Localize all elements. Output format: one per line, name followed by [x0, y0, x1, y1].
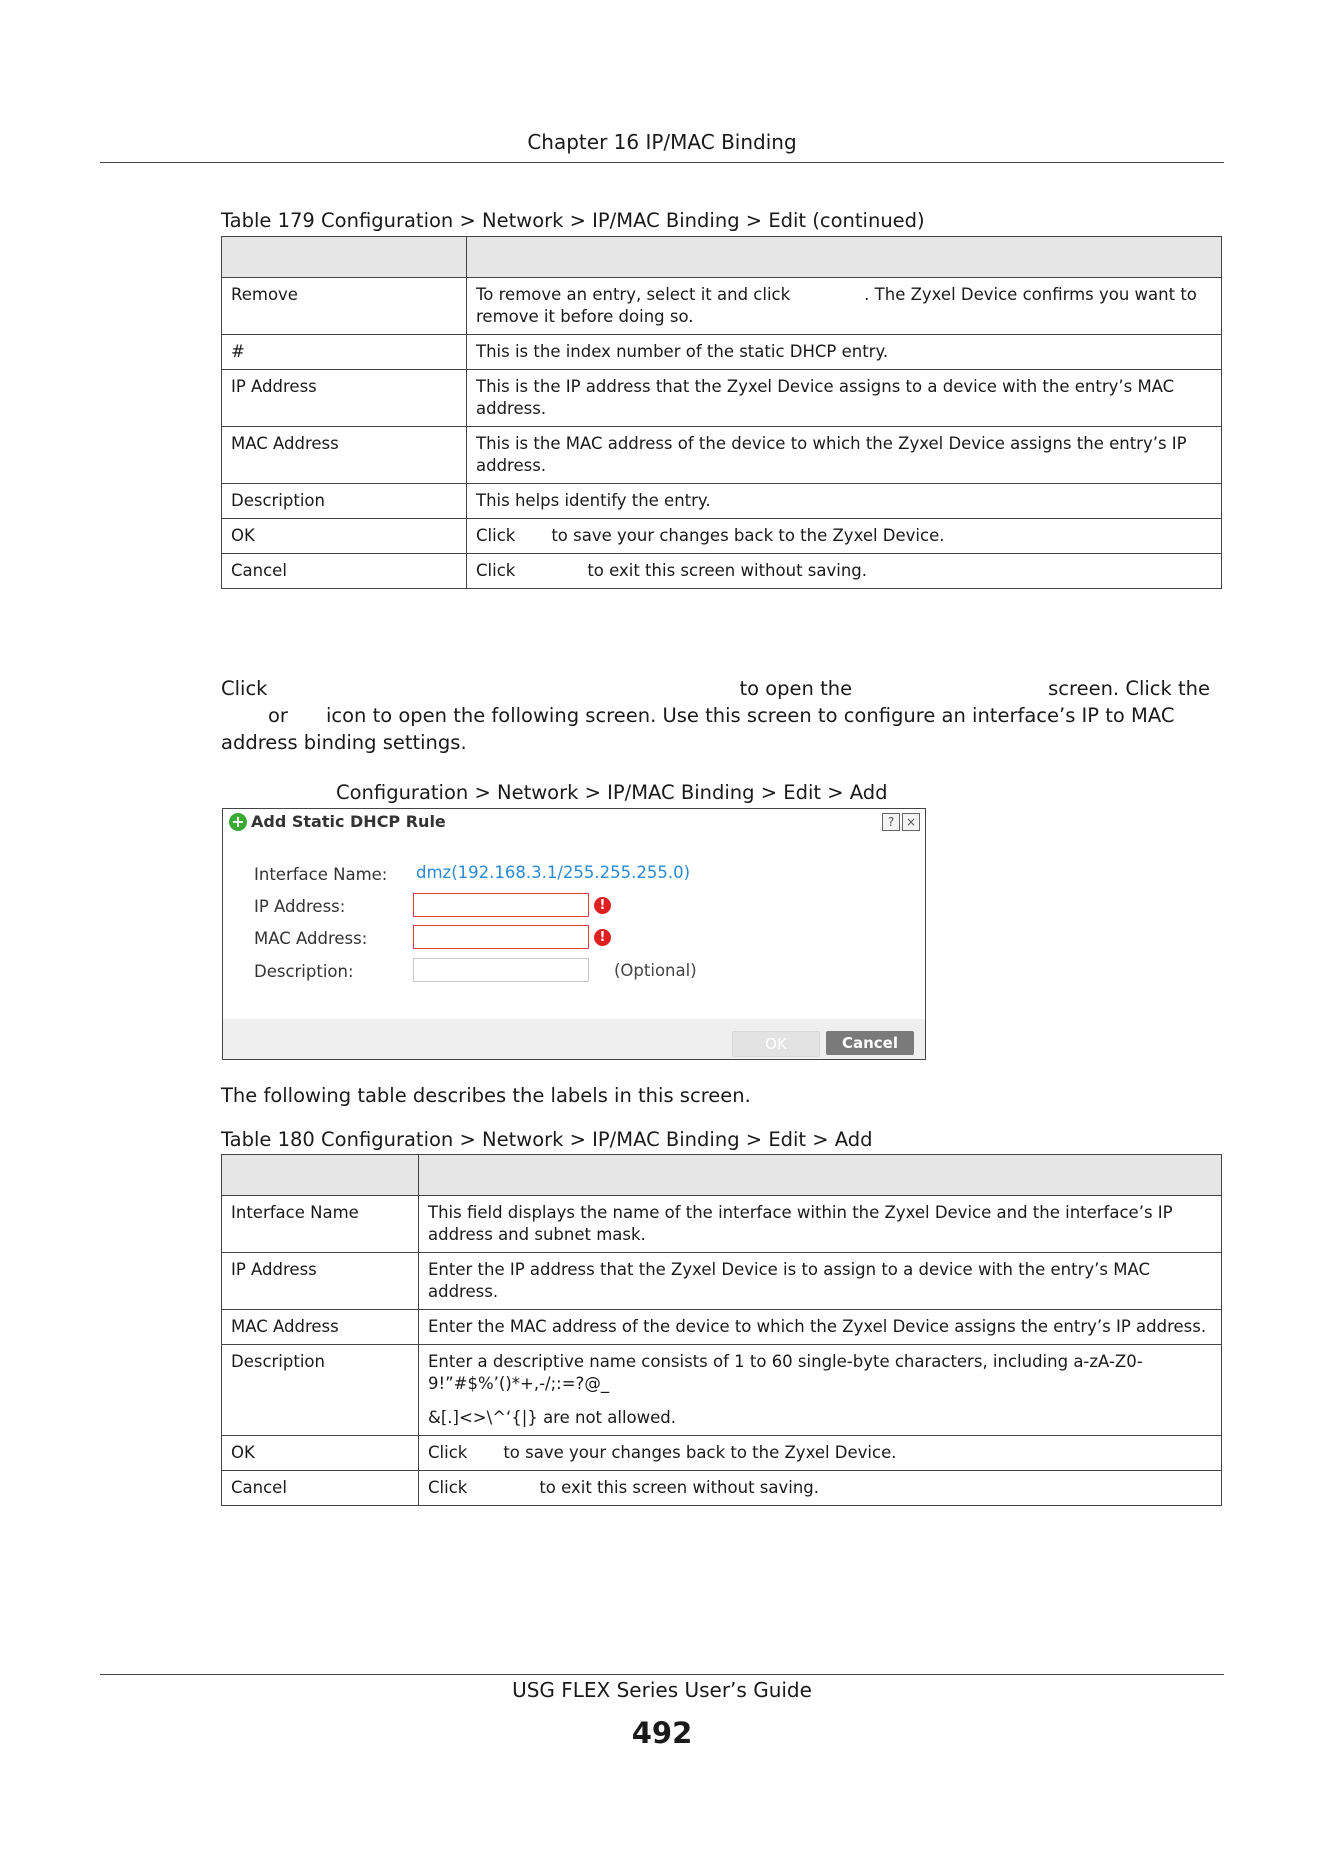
row-label: MAC Address: [222, 1310, 419, 1345]
mac-address-input[interactable]: [413, 925, 589, 949]
table-intro-text: The following table describes the labels in this screen.: [221, 1084, 751, 1107]
description-label: Description:: [254, 962, 354, 981]
intro-text: or: [268, 704, 288, 727]
row-label: Cancel: [222, 1471, 419, 1506]
row-description: [419, 1471, 1222, 1506]
header-cell: [419, 1155, 1222, 1196]
intro-text: Click: [221, 677, 268, 700]
intro-line-3: address binding settings.: [221, 731, 467, 754]
table-row: [222, 1253, 1222, 1310]
desc-text: To remove an entry, select it and click: [476, 285, 791, 304]
row-label: IP Address: [222, 1253, 419, 1310]
description-input[interactable]: [413, 958, 589, 982]
table-row: [222, 1345, 1222, 1436]
row-description: This is the MAC address of the device to which the Zyxel Device assigns the entry’s IP address.: [467, 427, 1222, 484]
page-number: 492: [631, 1716, 693, 1750]
table-180: [221, 1154, 1222, 1506]
ip-address-input[interactable]: [413, 893, 589, 917]
table-row: [222, 554, 1222, 589]
table-row: [222, 335, 1222, 370]
row-description: [467, 519, 1222, 554]
intro-text: to open the: [739, 677, 853, 700]
header-cell: [222, 1155, 419, 1196]
table-row: [222, 519, 1222, 554]
table-row: [222, 427, 1222, 484]
table-179-caption: Table 179 Configuration > Network > IP/MAC Binding > Edit (continued): [221, 209, 925, 232]
mac-error-icon: !: [594, 929, 611, 946]
add-static-dhcp-dialog: [222, 808, 926, 1060]
header-cell: [222, 237, 467, 278]
dialog-title: Add Static DHCP Rule: [251, 812, 446, 831]
desc-text: Click: [428, 1443, 468, 1462]
mac-address-label: MAC Address:: [254, 929, 368, 948]
table-row: [222, 1310, 1222, 1345]
row-label: Interface Name: [222, 1196, 419, 1253]
footer-title: USG FLEX Series User’s Guide: [512, 1678, 812, 1702]
row-description: [419, 1345, 1222, 1436]
intro-text: icon to open the following screen. Use this screen to configure an interface’s IP to MAC: [325, 704, 1175, 727]
row-label: OK: [222, 519, 467, 554]
intro-line-2: [221, 702, 1222, 729]
intro-paragraph: [221, 675, 1222, 756]
chapter-header: Chapter 16 IP/MAC Binding: [527, 130, 797, 154]
row-label: MAC Address: [222, 427, 467, 484]
header-cell: [467, 237, 1222, 278]
row-label: IP Address: [222, 370, 467, 427]
row-description: [419, 1436, 1222, 1471]
desc-text: to exit this screen without saving.: [539, 1478, 820, 1497]
desc-text: Click: [476, 561, 516, 580]
row-description: This helps identify the entry.: [467, 484, 1222, 519]
desc-text: . The Zyxel Device confirms you want to remove it before doing so.: [476, 285, 1197, 326]
table-row: [222, 484, 1222, 519]
table-row: [222, 1436, 1222, 1471]
cancel-button[interactable]: Cancel: [826, 1031, 914, 1055]
row-label: #: [222, 335, 467, 370]
ip-address-label: IP Address:: [254, 897, 346, 916]
interface-name-label: Interface Name:: [254, 865, 388, 884]
row-description: [467, 278, 1222, 335]
figure-caption: Configuration > Network > IP/MAC Binding > Edit > Add: [336, 781, 888, 804]
row-label: Remove: [222, 278, 467, 335]
desc-text: to save your changes back to the Zyxel Device.: [503, 1443, 897, 1462]
desc-text: to save your changes back to the Zyxel Device.: [551, 526, 945, 545]
intro-line-1: [221, 675, 1222, 702]
intro-text: screen. Click the: [1048, 677, 1210, 700]
table-header-row: [222, 237, 1222, 278]
row-description: Enter the MAC address of the device to which the Zyxel Device assigns the entry’s IP address.: [419, 1310, 1222, 1345]
close-icon[interactable]: ×: [902, 813, 920, 831]
row-label: Description: [222, 484, 467, 519]
header-rule: [100, 162, 1224, 163]
desc-text: Enter a descriptive name consists of 1 to 60 single-byte characters, including a-zA-Z0-9!”#$%’()*+,-/;:=?@_: [428, 1352, 1143, 1393]
table-row: [222, 278, 1222, 335]
table-row: [222, 1471, 1222, 1506]
desc-text: Click: [476, 526, 516, 545]
desc-text: to exit this screen without saving.: [587, 561, 868, 580]
help-icon[interactable]: ?: [882, 813, 900, 831]
optional-note: (Optional): [614, 961, 697, 980]
ok-button[interactable]: OK: [732, 1031, 820, 1057]
row-description: Enter the IP address that the Zyxel Device is to assign to a device with the entry’s MAC address.: [419, 1253, 1222, 1310]
table-row: [222, 1196, 1222, 1253]
table-header-row: [222, 1155, 1222, 1196]
row-label: Cancel: [222, 554, 467, 589]
row-label: Description: [222, 1345, 419, 1436]
interface-name-value: dmz(192.168.3.1/255.255.255.0): [416, 863, 691, 882]
table-180-caption: Table 180 Configuration > Network > IP/MAC Binding > Edit > Add: [221, 1128, 873, 1151]
desc-text: &[.]<>\^‘{|} are not allowed.: [428, 1408, 676, 1427]
footer-rule: [100, 1674, 1224, 1675]
add-icon: +: [229, 813, 247, 831]
row-description: This is the index number of the static DHCP entry.: [467, 335, 1222, 370]
row-label: OK: [222, 1436, 419, 1471]
desc-text: Click: [428, 1478, 468, 1497]
row-description: This field displays the name of the interface within the Zyxel Device and the interface’s IP address and subnet mask.: [419, 1196, 1222, 1253]
table-179: [221, 236, 1222, 589]
row-description: This is the IP address that the Zyxel Device assigns to a device with the entry’s MAC address.: [467, 370, 1222, 427]
ip-error-icon: !: [594, 897, 611, 914]
table-row: [222, 370, 1222, 427]
row-description: [467, 554, 1222, 589]
